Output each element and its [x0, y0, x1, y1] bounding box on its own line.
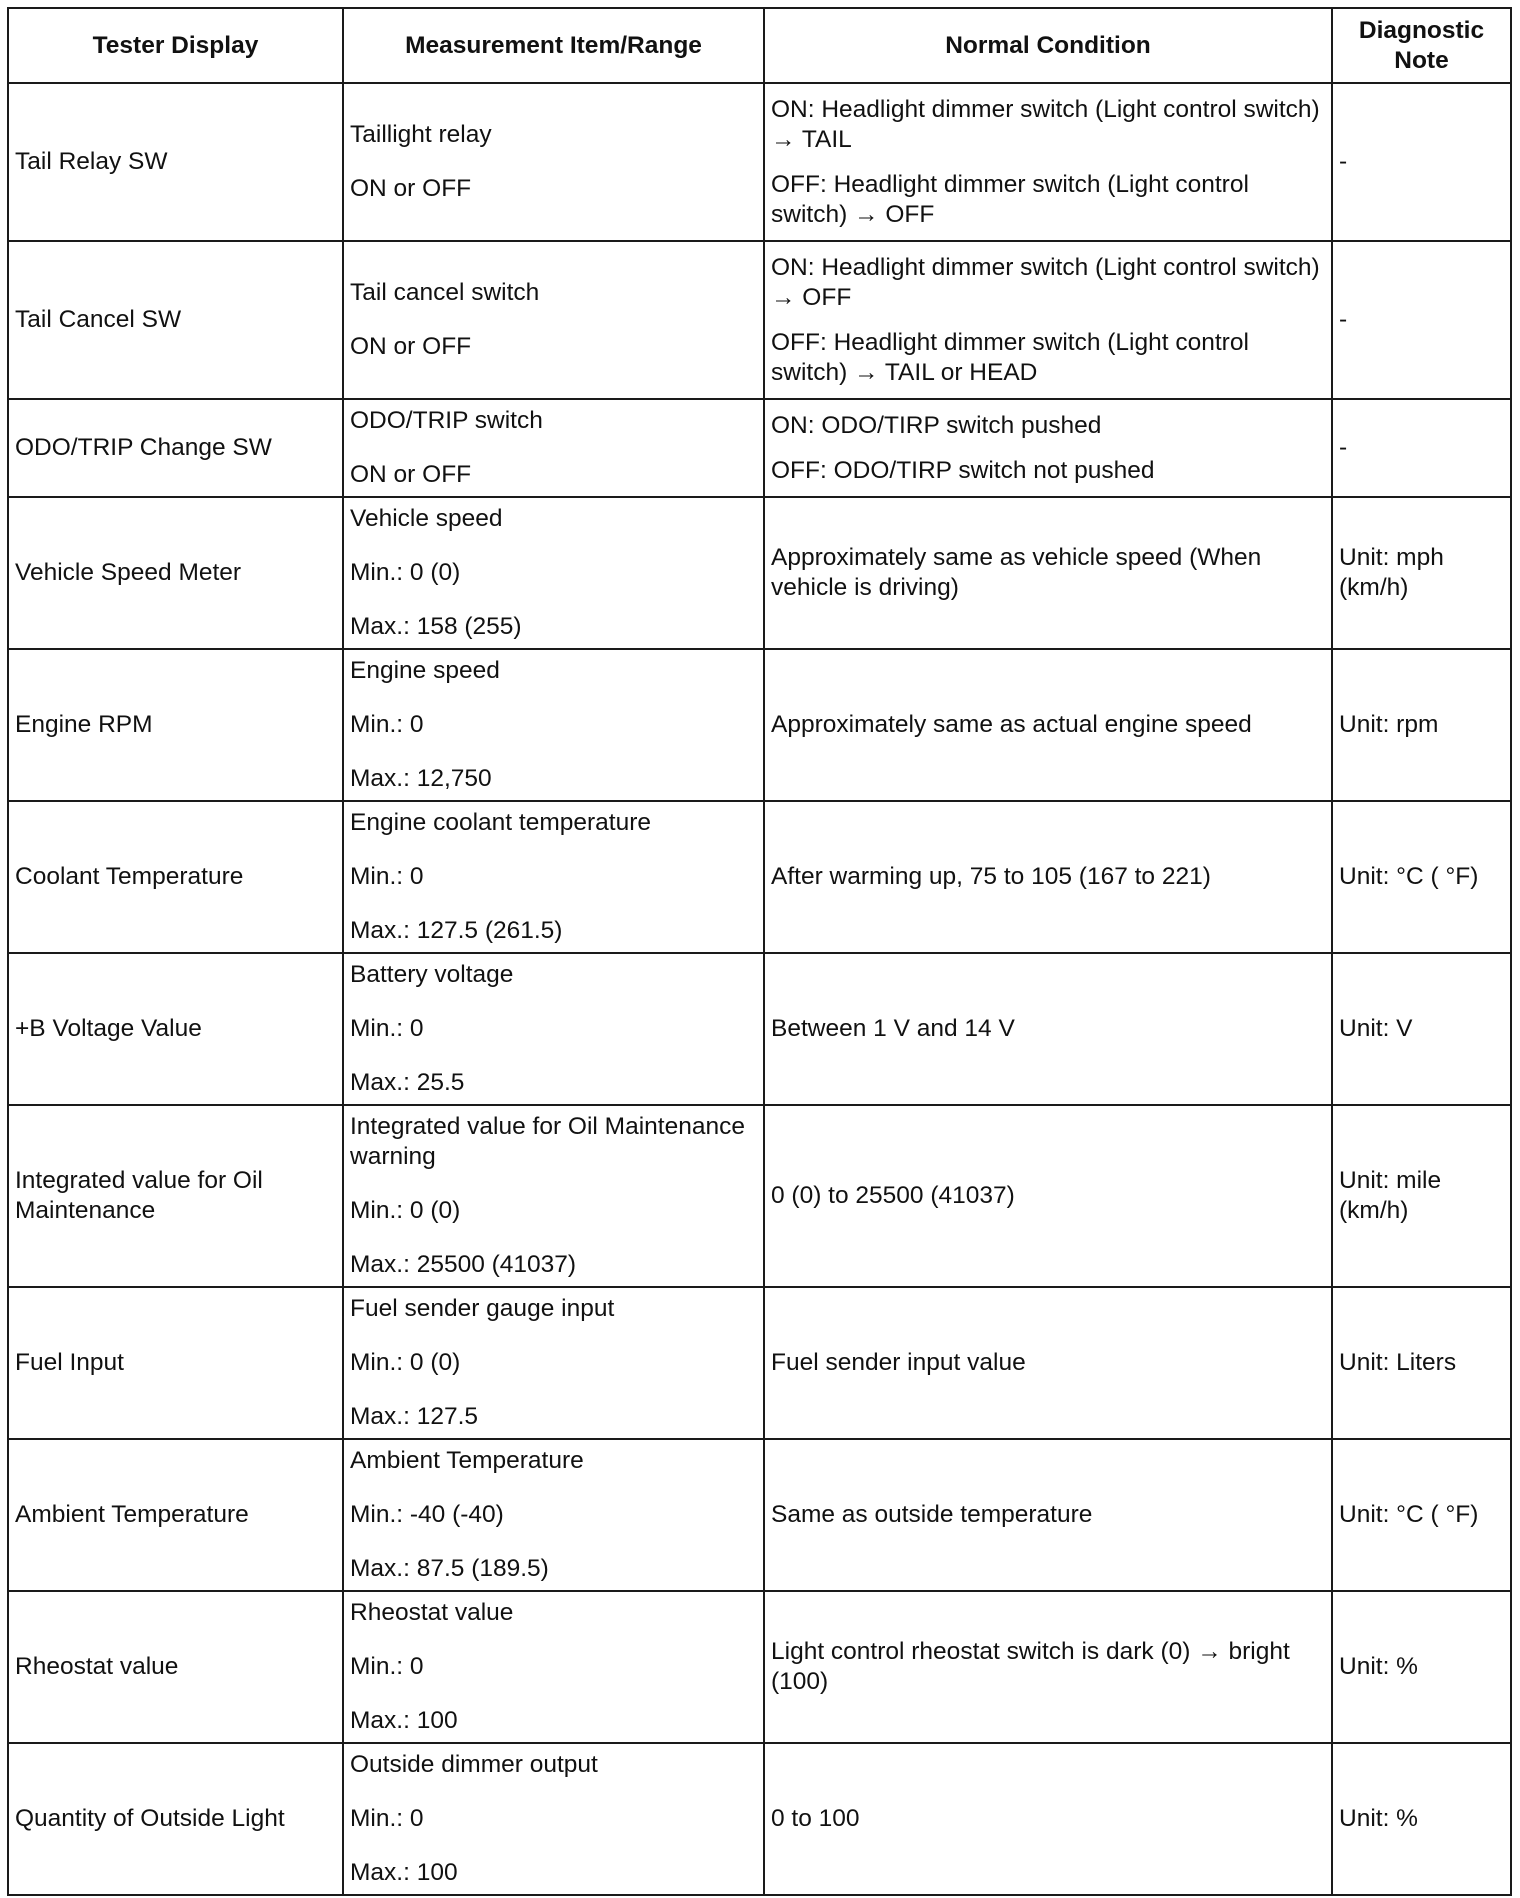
- line-gap: [350, 686, 757, 710]
- measurement-line: Battery voltage: [350, 961, 514, 988]
- line-gap: [350, 1628, 757, 1652]
- table-row: [8, 1743, 1511, 1895]
- tester-display-cell: Vehicle Speed Meter: [8, 497, 343, 649]
- measurement-item-cell: [343, 1591, 764, 1743]
- line-gap: [350, 892, 757, 916]
- table-row: [8, 241, 1511, 399]
- diagnostic-note-cell: Unit: °C ( °F): [1332, 801, 1511, 953]
- measurement-item-cell: [343, 497, 764, 649]
- measurement-line: Min.: 0 (0): [350, 1349, 461, 1376]
- line-gap: [350, 740, 757, 764]
- condition-line: 0 (0) to 25500 (41037): [771, 1182, 1015, 1209]
- header-row: [8, 8, 1511, 83]
- line-gap: [350, 990, 757, 1014]
- diagnostic-note-cell: -: [1332, 399, 1511, 497]
- table-row: [8, 1591, 1511, 1743]
- header-tester-display: Tester Display: [8, 8, 343, 83]
- line-gap: [771, 155, 1325, 170]
- diagnostic-note-cell: Unit: rpm: [1332, 649, 1511, 801]
- measurement-item-cell: [343, 1743, 764, 1895]
- measurement-line: ON or OFF: [350, 461, 472, 488]
- tester-display-cell: Coolant Temperature: [8, 801, 343, 953]
- table-row: [8, 83, 1511, 241]
- line-gap: [350, 1044, 757, 1068]
- table-row: [8, 1287, 1511, 1439]
- measurement-line: Min.: 0 (0): [350, 1197, 461, 1224]
- line-gap: [350, 150, 757, 174]
- condition-line: Fuel sender input value: [771, 1349, 1026, 1376]
- diagnostic-note-cell: Unit: V: [1332, 953, 1511, 1105]
- measurement-item-cell: [343, 649, 764, 801]
- line-gap: [350, 588, 757, 612]
- condition-line: 0 to 100: [771, 1805, 860, 1832]
- normal-condition-cell: [764, 953, 1332, 1105]
- condition-line: OFF: Headlight dimmer switch (Light control switch) → OFF: [771, 170, 1249, 228]
- measurement-line: Vehicle speed: [350, 505, 503, 532]
- measurement-line: Min.: 0 (0): [350, 559, 461, 586]
- measurement-line: Tail cancel switch: [350, 279, 540, 306]
- condition-line: Between 1 V and 14 V: [771, 1015, 1015, 1042]
- normal-condition-cell: [764, 1287, 1332, 1439]
- measurement-line: Engine speed: [350, 657, 500, 684]
- condition-line: ON: ODO/TIRP switch pushed: [771, 411, 1102, 439]
- measurement-line: Max.: 12,750: [350, 765, 492, 792]
- measurement-line: Max.: 87.5 (189.5): [350, 1555, 549, 1582]
- tester-display-cell: Engine RPM: [8, 649, 343, 801]
- diagnostic-note-cell: Unit: °C ( °F): [1332, 1439, 1511, 1591]
- diagnostic-note-cell: Unit: mile (km/h): [1332, 1105, 1511, 1287]
- normal-condition-cell: [764, 1743, 1332, 1895]
- measurement-line: Rheostat value: [350, 1599, 514, 1626]
- normal-condition-cell: [764, 1591, 1332, 1743]
- normal-condition-cell: [764, 1105, 1332, 1287]
- normal-condition-cell: [764, 399, 1332, 497]
- line-gap: [350, 534, 757, 558]
- table-row: [8, 953, 1511, 1105]
- measurement-line: ODO/TRIP switch: [350, 407, 543, 434]
- normal-condition-cell: [764, 497, 1332, 649]
- header-diagnostic-note: Diagnostic Note: [1332, 8, 1511, 83]
- tester-display-cell: ODO/TRIP Change SW: [8, 399, 343, 497]
- condition-line: Same as outside temperature: [771, 1501, 1093, 1528]
- line-gap: [350, 1682, 757, 1706]
- measurement-line: Taillight relay: [350, 121, 492, 148]
- line-gap: [350, 1780, 757, 1804]
- measurement-line: ON or OFF: [350, 175, 472, 202]
- measurement-line: Max.: 127.5: [350, 1403, 479, 1430]
- tester-display-cell: Integrated value for Oil Maintenance: [8, 1105, 343, 1287]
- measurement-item-cell: [343, 1439, 764, 1591]
- measurement-line: Ambient Temperature: [350, 1447, 584, 1474]
- measurement-item-cell: [343, 83, 764, 241]
- diagnostic-note-cell: -: [1332, 241, 1511, 399]
- line-gap: [771, 313, 1325, 328]
- measurement-line: Max.: 25.5: [350, 1069, 465, 1096]
- diagnostic-note-cell: Unit: mph (km/h): [1332, 497, 1511, 649]
- table-body: [8, 83, 1511, 1895]
- line-gap: [350, 1172, 757, 1196]
- table-row: [8, 801, 1511, 953]
- diagnostic-note-cell: Unit: %: [1332, 1591, 1511, 1743]
- measurement-line: Min.: 0: [350, 1805, 424, 1832]
- measurement-line: Min.: 0: [350, 863, 424, 890]
- diagnostic-note-cell: Unit: %: [1332, 1743, 1511, 1895]
- condition-line: Approximately same as vehicle speed (When vehicle is driving): [771, 544, 1262, 601]
- line-gap: [350, 1226, 757, 1250]
- line-gap: [771, 441, 1325, 456]
- tester-display-cell: +B Voltage Value: [8, 953, 343, 1105]
- condition-line: ON: Headlight dimmer switch (Light control switch) → TAIL: [771, 95, 1320, 153]
- measurement-line: Min.: 0: [350, 1653, 424, 1680]
- measurement-line: Max.: 25500 (41037): [350, 1251, 577, 1278]
- measurement-line: Max.: 100: [350, 1707, 458, 1734]
- tester-display-cell: Fuel Input: [8, 1287, 343, 1439]
- measurement-line: Outside dimmer output: [350, 1751, 598, 1778]
- measurement-line: Min.: -40 (-40): [350, 1501, 504, 1528]
- tester-display-cell: Tail Cancel SW: [8, 241, 343, 399]
- measurement-line: Min.: 0: [350, 1015, 424, 1042]
- header-measurement-item: Measurement Item/Range: [343, 8, 764, 83]
- measurement-line: Fuel sender gauge input: [350, 1295, 615, 1322]
- line-gap: [350, 436, 757, 460]
- condition-line: OFF: ODO/TIRP switch not pushed: [771, 456, 1155, 484]
- tester-display-cell: Tail Relay SW: [8, 83, 343, 241]
- measurement-item-cell: [343, 399, 764, 497]
- condition-line: OFF: Headlight dimmer switch (Light control switch) → TAIL or HEAD: [771, 328, 1249, 386]
- line-gap: [350, 1834, 757, 1858]
- normal-condition-cell: [764, 649, 1332, 801]
- measurement-item-cell: [343, 1287, 764, 1439]
- measurement-line: Max.: 158 (255): [350, 613, 522, 640]
- measurement-item-cell: [343, 1105, 764, 1287]
- measurement-line: Min.: 0: [350, 711, 424, 738]
- condition-line: After warming up, 75 to 105 (167 to 221): [771, 863, 1211, 890]
- normal-condition-cell: [764, 241, 1332, 399]
- normal-condition-cell: [764, 801, 1332, 953]
- tester-display-cell: Ambient Temperature: [8, 1439, 343, 1591]
- line-gap: [350, 838, 757, 862]
- diagnostic-note-cell: -: [1332, 83, 1511, 241]
- measurement-line: Max.: 100: [350, 1859, 458, 1886]
- normal-condition-cell: [764, 83, 1332, 241]
- normal-condition-cell: [764, 1439, 1332, 1591]
- table-row: [8, 497, 1511, 649]
- measurement-line: Max.: 127.5 (261.5): [350, 917, 563, 944]
- tester-display-cell: Rheostat value: [8, 1591, 343, 1743]
- line-gap: [350, 1378, 757, 1402]
- line-gap: [350, 1530, 757, 1554]
- line-gap: [350, 308, 757, 332]
- line-gap: [350, 1476, 757, 1500]
- condition-line: Approximately same as actual engine speed: [771, 711, 1252, 738]
- measurement-item-cell: [343, 953, 764, 1105]
- table-row: [8, 1439, 1511, 1591]
- table-row: [8, 649, 1511, 801]
- header-normal-condition: Normal Condition: [764, 8, 1332, 83]
- line-gap: [350, 1324, 757, 1348]
- measurement-item-cell: [343, 801, 764, 953]
- measurement-line: Integrated value for Oil Maintenance warning: [350, 1113, 745, 1170]
- condition-line: ON: Headlight dimmer switch (Light control switch) → OFF: [771, 253, 1320, 311]
- tester-display-cell: Quantity of Outside Light: [8, 1743, 343, 1895]
- diagnostic-note-cell: Unit: Liters: [1332, 1287, 1511, 1439]
- measurement-item-cell: [343, 241, 764, 399]
- table-row: [8, 399, 1511, 497]
- measurement-line: ON or OFF: [350, 333, 472, 360]
- measurement-line: Engine coolant temperature: [350, 809, 651, 836]
- table-row: [8, 1105, 1511, 1287]
- condition-line: Light control rheostat switch is dark (0) → bright (100): [771, 1638, 1290, 1695]
- data-list-table: [7, 7, 1512, 1896]
